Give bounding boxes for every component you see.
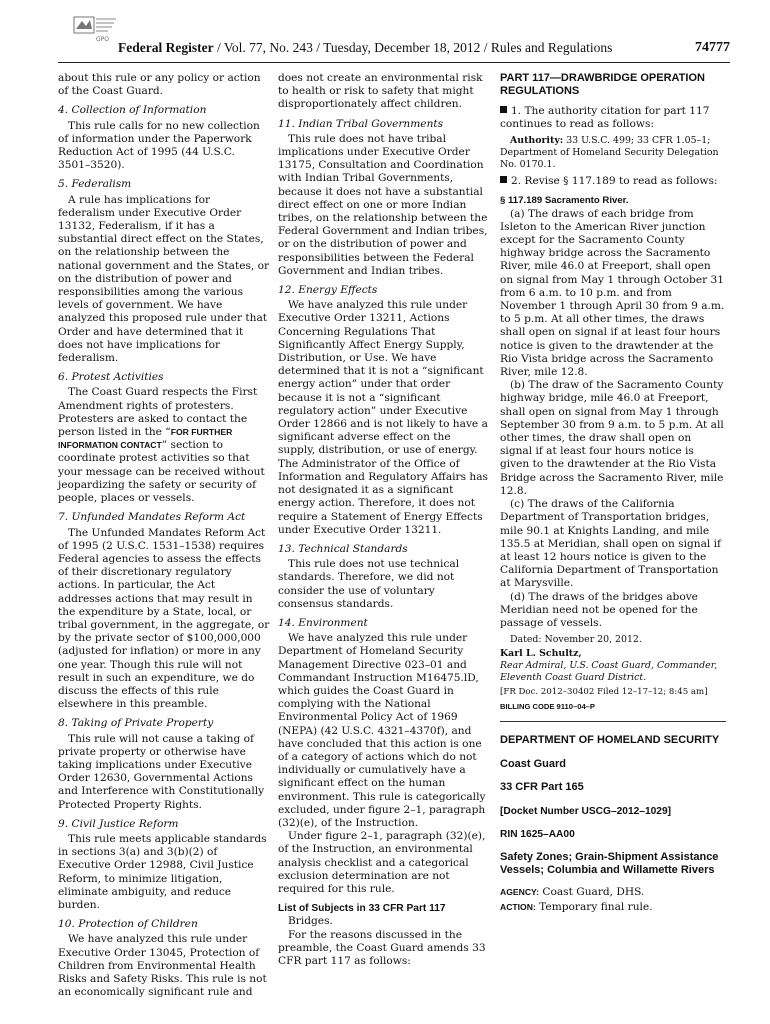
section-heading: 10. Protection of Children <box>58 918 198 931</box>
paragraph: The Unfunded Mandates Reform Act of 1995 (2 U.S.C. 1531–1538) requires Federal agencies to assess the effects of their discretionary regulatory actions. In particular, the Act addresses actions that may result in the expenditure by a State, local, or tribal government, in the aggregate, or by the private sector of $100,000,000 (adjusted for inflation) or more in any one year. Though this rule will not result in such an expenditure, we do discuss the effects of this rule elsewhere in this preamble. <box>58 526 270 711</box>
signer-title: Rear Admiral, U.S. Coast Guard, Commander, Eleventh Coast Guard District. <box>500 660 718 684</box>
paragraph: For the reasons discussed in the preamble, the Coast Guard amends 33 CFR part 117 as follows: <box>278 928 486 967</box>
text-run: 1. The authority citation for part 117 continues to read as follows: <box>500 104 710 131</box>
authority-citation <box>500 135 726 171</box>
text-run: ” section to coordinate protest activities so that your message can be received without jeopardizing the safety or security of people, places or vessels. <box>58 439 265 505</box>
paragraph: (d) The draws of the bridges above Meridian need not be opened for the passage of vessels. <box>500 590 698 629</box>
cfr-part: 33 CFR Part 165 <box>500 781 584 794</box>
section-heading: 4. Collection of Information <box>58 104 207 117</box>
section-heading: 5. Federalism <box>58 178 132 191</box>
document-title: Safety Zones; Grain-Shipment Assistance Vessels; Columbia and Willamette Rivers <box>500 850 719 877</box>
subjects-list: Bridges. <box>288 915 333 928</box>
action-label: ACTION: <box>500 901 536 912</box>
svg-text:GPO: GPO <box>96 36 109 43</box>
section-heading: 14. Environment <box>278 616 368 629</box>
paragraph: We have analyzed this rule under Department of Homeland Security Management Directive 023–01 and Commandant Instruction M16475.lD, which guides the Coast Guard in complying with the National Environmental Policy Act of 1969 (NEPA) (42 U.S.C. 4321–4370f), and have concluded that this action is one of a category of actions which do not individually or cumulatively have a significant effect on the human environment. This rule is categorically excluded, under figure 2–1, paragraph (32)(e), of the Instruction. <box>278 632 486 829</box>
paragraph: (b) The draw of the Sacramento County highway bridge, mile 46.0 at Freeport, shall open on signal from May 1 through September 30 from 9 a.m. to 5 p.m. At all other times, the draw shall open on signal if at least four hours notice is given to the drawtender at the Rio Vista Bridge across the Sacramento River, mile 12.8. <box>500 379 724 497</box>
rin-number: RIN 1625–AA00 <box>500 828 575 840</box>
department-heading: DEPARTMENT OF HOMELAND SECURITY <box>500 734 720 747</box>
paragraph: about this rule or any policy or action of the Coast Guard. <box>58 72 261 98</box>
amendment-instruction <box>500 175 726 188</box>
header-rule <box>58 62 730 63</box>
part-heading: PART 117—DRAWBRIDGE OPERATION REGULATIONS <box>500 72 705 98</box>
text-run: 2. Revise § 117.189 to read as follows: <box>511 175 718 188</box>
section-heading: 7. Unfunded Mandates Reform Act <box>58 511 246 524</box>
paragraph: This rule will not cause a taking of private property or otherwise have taking implications under Executive Order 12630, Governmental Actions and Interference with Constitutionally Protected Property Rights. <box>58 732 265 811</box>
page-number: 74777 <box>695 40 730 55</box>
paragraph: Under figure 2–1, paragraph (32)(e), of the Instruction, an environmental analysis checklist and a categorical exclusion determination are not required for this rule. <box>278 830 486 895</box>
action-line <box>500 901 726 914</box>
paragraph: This rule does not have tribal implications under Executive Order 13175, Consultation and Coordination with Indian Tribal Governments, because it does not have a substantial direct effect on one or more Indian tribes, on the relationship between the Federal Government and Indian tribes, or on the distribution of power and responsibilities between the Federal Government and Indian tribes. <box>278 132 488 277</box>
page-header <box>118 40 730 60</box>
divider <box>500 721 726 722</box>
section-heading: 13. Technical Standards <box>278 542 408 555</box>
text-run: Coast Guard, DHS. <box>539 885 645 898</box>
paragraph: We have analyzed this rule under Executive Order 13045, Protection of Children from Environmental Health Risks and Safety Risks. This rule is not an economically significant rule and <box>58 933 267 999</box>
column-3 <box>500 72 726 914</box>
agency-name: Coast Guard <box>500 757 567 770</box>
section-heading: 8. Taking of Private Property <box>58 717 214 730</box>
section-heading: 9. Civil Justice Reform <box>58 817 179 830</box>
fr-doc-line: [FR Doc. 2012–30402 Filed 12–17–12; 8:45 am] <box>500 687 708 698</box>
column-2 <box>278 72 490 968</box>
paragraph: (c) The draws of the California Department of Transportation bridges, mile 90.1 at Knights Landing, and mile 135.5 at Meridian, shall open on signal if at least 12 hours notice is given to the California Department of Transportation at Marysville. <box>500 498 721 590</box>
signer-name: Karl L. Schultz, <box>500 648 582 660</box>
square-bullet-icon <box>500 176 507 183</box>
section-title: § 117.189 Sacramento River. <box>500 195 629 207</box>
text-run: Temporary final rule. <box>535 900 653 913</box>
agency-label: AGENCY: <box>500 886 539 897</box>
volume-info: Vol. 77, No. 243 <box>223 40 313 55</box>
column-1 <box>58 72 270 999</box>
date-line: Dated: November 20, 2012. <box>510 634 642 646</box>
docket-number: [Docket Number USCG–2012–1029] <box>500 805 671 817</box>
running-head: Federal Register / Vol. 77, No. 243 / Tuesday, December 18, 2012 / Rules and Regulations <box>118 40 613 55</box>
paragraph: This rule does not use technical standards. Therefore, we did not consider the use of voluntary consensus standards. <box>278 558 460 610</box>
paragraph: A rule has implications for federalism under Executive Order 13132, Federalism, if it has a substantial direct effect on the States, on the relationship between the national government and the States, or on the distribution of power and responsibilities among the various levels of government. We have analyzed this proposed rule under that Order and have determined that it does not have implications for federalism. <box>58 193 270 365</box>
issue-date: Tuesday, December 18, 2012 <box>323 40 481 55</box>
paragraph: We have analyzed this rule under Executive Order 13211, Actions Concerning Regulations That Significantly Affect Energy Supply, Distribution, or Use. We have determined that it is not a “significant energy action” under that order because it is not a “significant regulatory action” under Executive Order 12866 and is not likely to have a significant adverse effect on the supply, distribution, or use of energy. The Administrator of the Office of Information and Regulatory Affairs has not designated it as a significant energy action. Therefore, it does not require a Statement of Energy Effects under Executive Order 13211. <box>278 299 488 536</box>
square-bullet-icon <box>500 106 507 113</box>
text-run: The Coast Guard respects the First Amendment rights of protesters. Protesters are asked to contact the person listed in the “ <box>58 386 258 439</box>
paragraph: does not create an environmental risk to health or risk to safety that might disproportionately affect children. <box>278 72 483 111</box>
gpo-seal-icon <box>72 14 118 44</box>
subjects-heading: List of Subjects in 33 CFR Part 117 <box>278 903 446 915</box>
contact-reference: FOR FURTHER INFORMATION CONTACT <box>58 427 233 451</box>
section-heading: 6. Protest Activities <box>58 371 164 384</box>
agency-line <box>500 886 726 899</box>
paragraph: This rule calls for no new collection of information under the Paperwork Reduction Act of 1995 (44 U.S.C. 3501–3520). <box>58 119 260 172</box>
publication-name: Federal Register <box>118 40 214 55</box>
section-heading: 12. Energy Effects <box>278 284 378 297</box>
paragraph <box>58 386 270 505</box>
billing-code: BILLING CODE 9110–04–P <box>500 702 595 712</box>
amendment-instruction <box>500 105 726 131</box>
section-name: Rules and Regulations <box>490 40 613 55</box>
text-run: 33 U.S.C. 499; 33 CFR 1.05–1; Department of Homeland Security Delegation No. 0170.1. <box>500 135 719 171</box>
paragraph: (a) The draws of each bridge from Isleton to the American River junction except for the Sacramento County highway bridge across the Sacramento River, mile 46.0 at Freeport, shall open on signal from May 1 through October 31 from 6 a.m. to 10 p.m. and from November 1 through April 30 from 9 a.m. to 5 p.m. At all other times, the draws shall open on signal if at least four hours notice is given to the drawtender at the Rio Vista bridge across the Sacramento River, mile 12.8. <box>500 207 725 379</box>
paragraph: This rule meets applicable standards in sections 3(a) and 3(b)(2) of Executive Order 12988, Civil Justice Reform, to minimize litigation, eliminate ambiguity, and reduce burden. <box>58 832 267 911</box>
authority-label: Authority: <box>510 135 564 147</box>
section-heading: 11. Indian Tribal Governments <box>278 117 444 130</box>
